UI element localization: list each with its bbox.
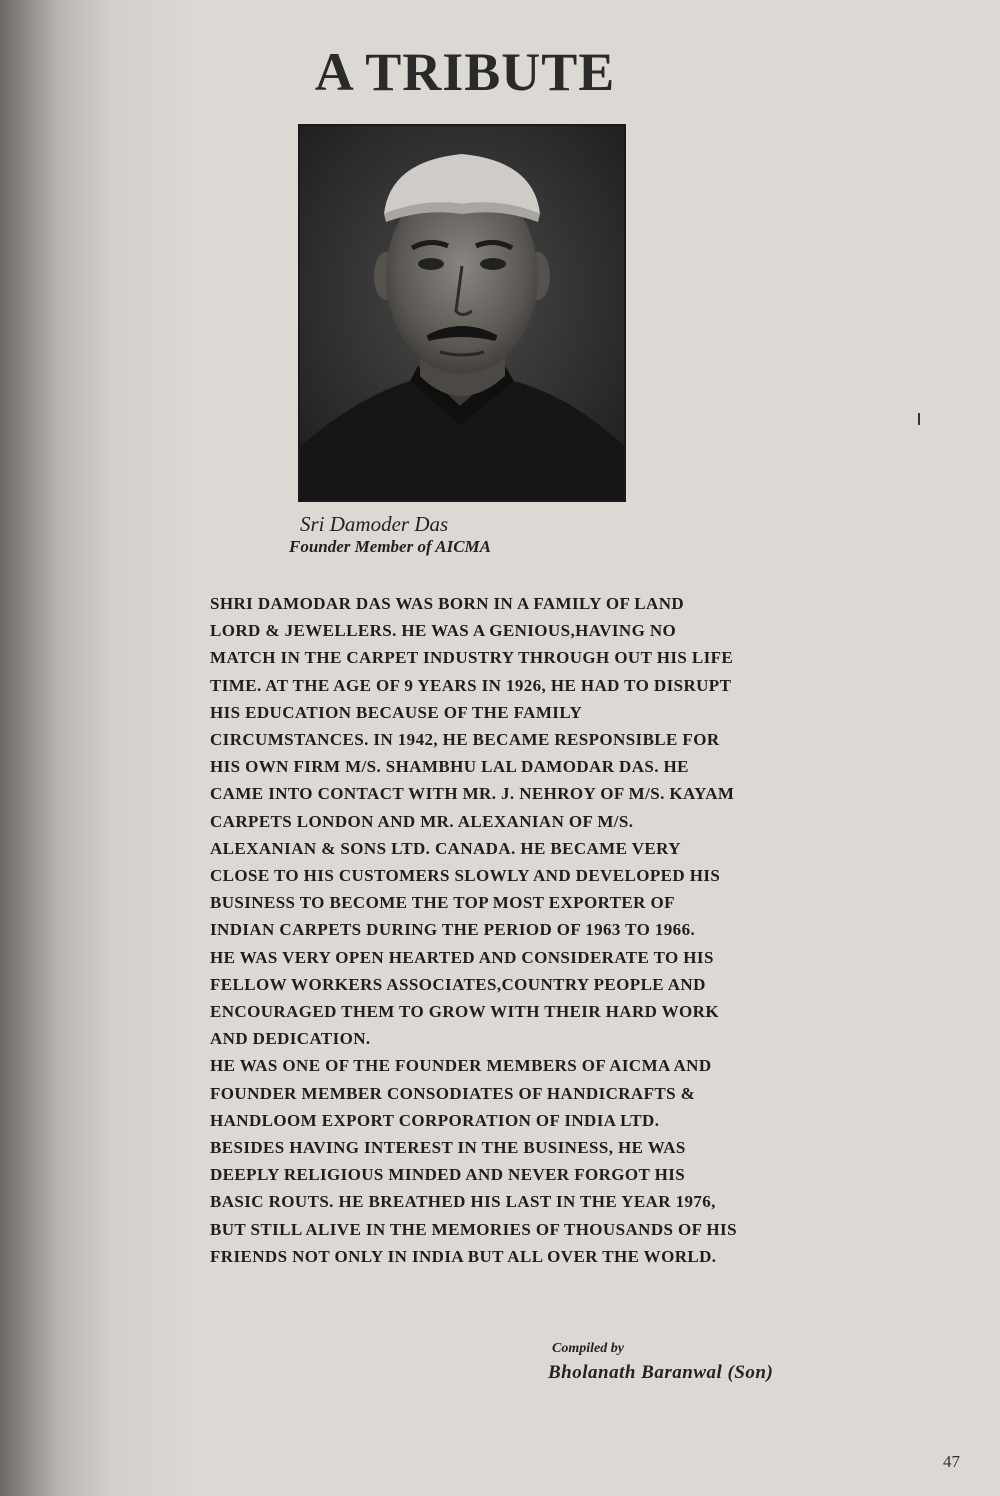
body-line: CLOSE TO HIS CUSTOMERS SLOWLY AND DEVELOPED HIS: [210, 866, 721, 886]
portrait-photo: [298, 124, 626, 502]
tribute-body-text: [210, 590, 820, 1270]
body-line: FELLOW WORKERS ASSOCIATES,COUNTRY PEOPLE AND: [210, 974, 706, 994]
body-line: BUT STILL ALIVE IN THE MEMORIES OF THOUSANDS OF HIS: [210, 1219, 737, 1239]
body-line: FOUNDER MEMBER CONSODIATES OF HANDICRAFTS &: [210, 1083, 696, 1103]
body-line: MATCH IN THE CARPET INDUSTRY THROUGH OUT HIS LIFE: [210, 648, 734, 668]
body-line: CIRCUMSTANCES. IN 1942, HE BECAME RESPONSIBLE FOR: [210, 730, 720, 750]
body-line: DEEPLY RELIGIOUS MINDED AND NEVER FORGOT HIS: [210, 1165, 686, 1185]
body-line: ENCOURAGED THEM TO GROW WITH THEIR HARD WORK: [210, 1002, 719, 1022]
body-line: AND DEDICATION.: [210, 1029, 371, 1049]
body-line: TIME. AT THE AGE OF 9 YEARS IN 1926, HE HAD TO DISRUPT: [210, 675, 732, 695]
body-line: CAME INTO CONTACT WITH MR. J. NEHROY OF M/S. KAYAM: [210, 784, 735, 804]
page-number: 47: [943, 1452, 960, 1471]
body-line: HIS OWN FIRM M/S. SHAMBHU LAL DAMODAR DAS. HE: [210, 757, 689, 777]
portrait-illustration: [300, 126, 624, 500]
compiled-by-label: Compiled by: [552, 1341, 624, 1356]
body-line: BUSINESS TO BECOME THE TOP MOST EXPORTER OF: [210, 893, 675, 913]
body-line: BESIDES HAVING INTEREST IN THE BUSINESS, HE WAS: [210, 1138, 686, 1158]
compiler-name: Bholanath Baranwal (Son): [548, 1362, 774, 1383]
print-speck: [918, 413, 920, 425]
body-line: ALEXANIAN & SONS LTD. CANADA. HE BECAME VERY: [210, 838, 681, 858]
body-line: BASIC ROUTS. HE BREATHED HIS LAST IN THE YEAR 1976,: [210, 1192, 716, 1212]
photo-caption-name: Sri Damoder Das: [300, 512, 449, 536]
body-line: INDIAN CARPETS DURING THE PERIOD OF 1963 TO 1966.: [210, 920, 696, 940]
photo-caption-role: Founder Member of AICMA: [289, 537, 491, 556]
body-line: HIS EDUCATION BECAUSE OF THE FAMILY: [210, 702, 583, 722]
body-line: HE WAS ONE OF THE FOUNDER MEMBERS OF AICMA AND: [210, 1056, 712, 1076]
body-line: CARPETS LONDON AND MR. ALEXANIAN OF M/S.: [210, 811, 634, 831]
page-title: A TRIBUTE: [314, 42, 616, 102]
body-line: FRIENDS NOT ONLY IN INDIA BUT ALL OVER THE WORLD.: [210, 1246, 717, 1266]
body-line: SHRI DAMODAR DAS WAS BORN IN A FAMILY OF LAND: [210, 594, 685, 613]
body-line: LORD & JEWELLERS. HE WAS A GENIOUS,HAVING NO: [210, 621, 677, 641]
body-line: HANDLOOM EXPORT CORPORATION OF INDIA LTD.: [210, 1110, 660, 1130]
body-line: HE WAS VERY OPEN HEARTED AND CONSIDERATE TO HIS: [210, 947, 714, 967]
